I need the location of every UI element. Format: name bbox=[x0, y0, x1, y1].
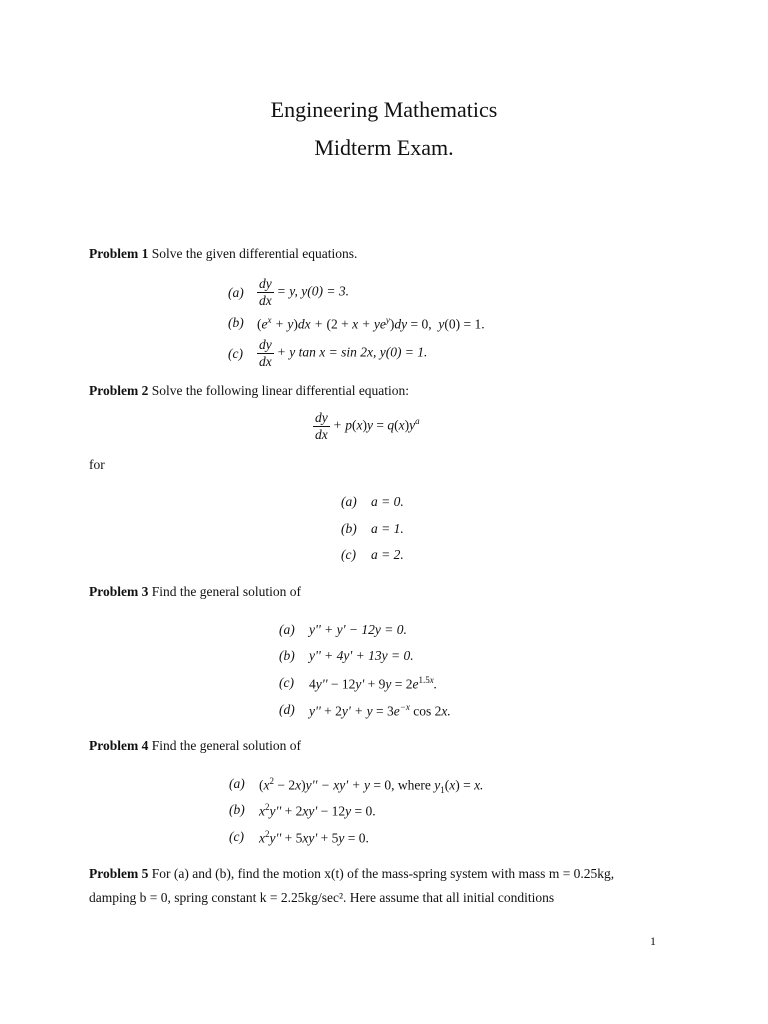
fraction-dy-dx: $\frac{dy}{dx}$ bbox=[259, 276, 272, 308]
problem-3-text: Find the general solution of bbox=[151, 584, 301, 599]
problem-3a-tag: (a) bbox=[279, 622, 295, 637]
problem-1-statement bbox=[89, 246, 357, 262]
document-title: Engineering Mathematics bbox=[270, 97, 498, 122]
problem-1c-equation: $\frac{dy}{dx}$ + y tan x = sin 2x, y(0) = 1. bbox=[259, 337, 428, 369]
problem-2-statement bbox=[89, 383, 409, 399]
problem-1a-equation: $\frac{dy}{dx}$ = y, y(0) = 3. bbox=[259, 276, 349, 308]
problem-2-equation: $\frac{dy}{dx}$ + $p(x)y = q(x)y^a$ bbox=[315, 410, 420, 442]
problem-4c-tag: (c) bbox=[229, 829, 244, 844]
problem-1c-tag: (c) bbox=[228, 346, 243, 361]
document-subtitle: Midterm Exam. bbox=[314, 135, 454, 160]
problem-4a-tag: (a) bbox=[229, 776, 245, 791]
problem-2c-tag: (c) bbox=[341, 547, 356, 562]
problem-4-statement bbox=[89, 738, 301, 754]
problem-2b-equation: a = 1. bbox=[371, 521, 404, 536]
problem-1a-tag: (a) bbox=[228, 285, 244, 300]
problem-1-text: Solve the given differential equations. bbox=[151, 246, 358, 261]
problem-3d-equation: $y'' + 2y' + y = 3e^{-x}$ cos 2x. bbox=[309, 702, 451, 719]
problem-5-label: Problem 5 bbox=[89, 866, 149, 881]
problem-3b-equation: y'' + 4y' + 13y = 0. bbox=[309, 648, 414, 663]
problem-3-label: Problem 3 bbox=[89, 584, 149, 599]
problem-3c-tag: (c) bbox=[279, 675, 294, 690]
problem-2a-tag: (a) bbox=[341, 494, 357, 509]
problem-2b-tag: (b) bbox=[341, 521, 357, 536]
problem-2-text: Solve the following linear differential equation: bbox=[151, 383, 410, 398]
problem-4b-equation: $x^2y'' + 2xy' - 12y = 0$. bbox=[259, 802, 376, 819]
problem-3a-equation: y'' + y' − 12y = 0. bbox=[309, 622, 407, 637]
problem-1b-tag: (b) bbox=[228, 315, 244, 330]
problem-4-label: Problem 4 bbox=[89, 738, 149, 753]
problem-1-label: Problem 1 bbox=[89, 246, 149, 261]
problem-4a-equation: $(x^2 - 2x)y'' - xy' + y = 0$, where $y_1(x) = x$. bbox=[259, 776, 484, 796]
problem-2-label: Problem 2 bbox=[89, 383, 149, 398]
problem-2-for: for bbox=[89, 457, 105, 472]
problem-4-text: Find the general solution of bbox=[151, 738, 301, 753]
problem-3c-equation: $4y'' - 12y' + 9y = 2e^{1.5x}$. bbox=[309, 675, 438, 692]
problem-2c-equation: a = 2. bbox=[371, 547, 404, 562]
problem-5-text: For (a) and (b), find the motion x(t) of the mass-spring system with mass m = 0.25kg, damping b = 0, spring constant k = 2.25kg/sec². Here assume that all initial conditions bbox=[89, 866, 615, 905]
page-number: 1 bbox=[650, 934, 656, 948]
problem-4b-tag: (b) bbox=[229, 802, 245, 817]
problem-5-statement bbox=[89, 862, 661, 910]
problem-1b-equation: $(e^x + y)dx + (2 + x + ye^y)dy = 0$, y(0) = 1. bbox=[257, 315, 485, 332]
problem-2a-equation: a = 0. bbox=[371, 494, 404, 509]
problem-4c-equation: $x^2y'' + 5xy' + 5y = 0$. bbox=[259, 829, 369, 846]
problem-3-statement bbox=[89, 584, 301, 600]
problem-3b-tag: (b) bbox=[279, 648, 295, 663]
problem-3d-tag: (d) bbox=[279, 702, 295, 717]
